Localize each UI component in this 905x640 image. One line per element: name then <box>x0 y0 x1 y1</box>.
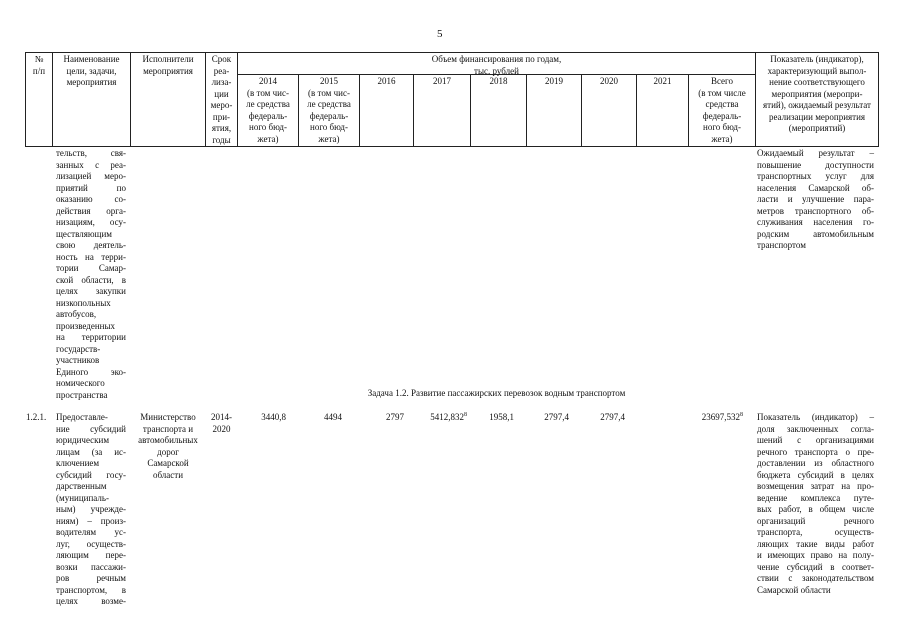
value-total-amount: 23697,532 <box>701 412 740 422</box>
header-2016: 2016 <box>377 76 396 86</box>
header-top-border <box>25 52 878 53</box>
row-activity-text: Предоставле- ние субсидий юридическим лицам (за ис- ключением субсидий госу- дарственным (муниципаль- ным) учрежде- ниям) – произ- водителям ус- луг, осуществ- ляющим пере- возки пассажи- ров речным транспортом, в целях возме- <box>56 412 126 606</box>
header-bottom-border <box>25 146 878 147</box>
value-2017-amount: 5412,832 <box>430 412 464 422</box>
value-2017-footnote: 8 <box>464 412 467 418</box>
header-name: Наименование цели, задачи, мероприятия <box>63 54 120 87</box>
value-2016: 2797 <box>386 412 404 422</box>
header-2019: 2019 <box>545 76 563 86</box>
continued-indicator-text: Ожидаемый результат – повышение доступности транспортных услуг для населения Самарской об- ласти и улучшение пара- метров транспортного об- служивания населения го- родским автомобильным транспортом <box>757 148 874 250</box>
value-2020: 2797,4 <box>600 412 625 422</box>
header-indicator: Показатель (индикатор), характеризующий выпол- нение соответствующего мероприятия (меропри- ятий), ожидаемый результат реализации мероприятия (мероприятий) <box>763 54 871 133</box>
value-2017 <box>414 412 467 424</box>
task-title: Задача 1.2. Развитие пассажирских перевозок водным транспортом <box>367 388 626 398</box>
row-number: 1.2.1. <box>26 412 47 422</box>
header-2021: 2021 <box>653 76 672 86</box>
header-2018: 2018 <box>489 76 508 86</box>
value-total-footnote: 8 <box>740 412 743 418</box>
continued-activity-text: тельств, свя- занных с реа- лизацией меро- приятий по оказанию со- действия орга- низациям, осу- ществляющим свою деятель- ность на терри- тории Самар- ской области, в целях закупки низкопольных автобусов, произведенных на территории государств- участников Единого эко- номического пространства <box>56 148 126 400</box>
value-total <box>689 412 743 424</box>
row-term: 2014- 2020 <box>211 412 232 434</box>
row-executor: Министерство транспорта и автомобильных дорог Самарской области <box>138 412 198 480</box>
header-executors: Исполнители мероприятия <box>142 54 194 76</box>
header-2017: 2017 <box>433 76 451 86</box>
header-2014: 2014 (в том чис- ле средства федераль- ного бюд- жета) <box>246 76 290 144</box>
value-2014: 3440,8 <box>261 412 286 422</box>
header-total: Всего (в том числе средства федераль- ного бюд- жета) <box>698 76 746 144</box>
value-2019: 2797,4 <box>544 412 569 422</box>
header-2020: 2020 <box>600 76 618 86</box>
page-number: 5 <box>437 28 443 40</box>
header-num: № п/п <box>32 54 46 76</box>
value-2015: 4494 <box>324 412 342 422</box>
row-indicator-text: Показатель (индикатор) – доля заключенных согла- шений с организациями речного транспорта о пре- доставлении из областного бюджета субсидий в целях возмещения затрат на про- ведение комплекса путе- вых работ, в общем числе организаций речного транспорта, осуществ- ляющих такие виды работ и имеющих право на полу- чение субсидий в соответ- ствии с законодательством Самарской области <box>757 412 874 595</box>
header-term: Срок реа- лиза- ции меро- при- ятия, годы <box>210 54 233 145</box>
header-funding: Объем финансирования по годам, тыс. рублей <box>431 54 562 76</box>
header-2015: 2015 (в том чис- ле средства федераль- ного бюд- жета) <box>307 76 351 144</box>
col-border <box>878 52 879 147</box>
value-2018: 1958,1 <box>489 412 514 422</box>
